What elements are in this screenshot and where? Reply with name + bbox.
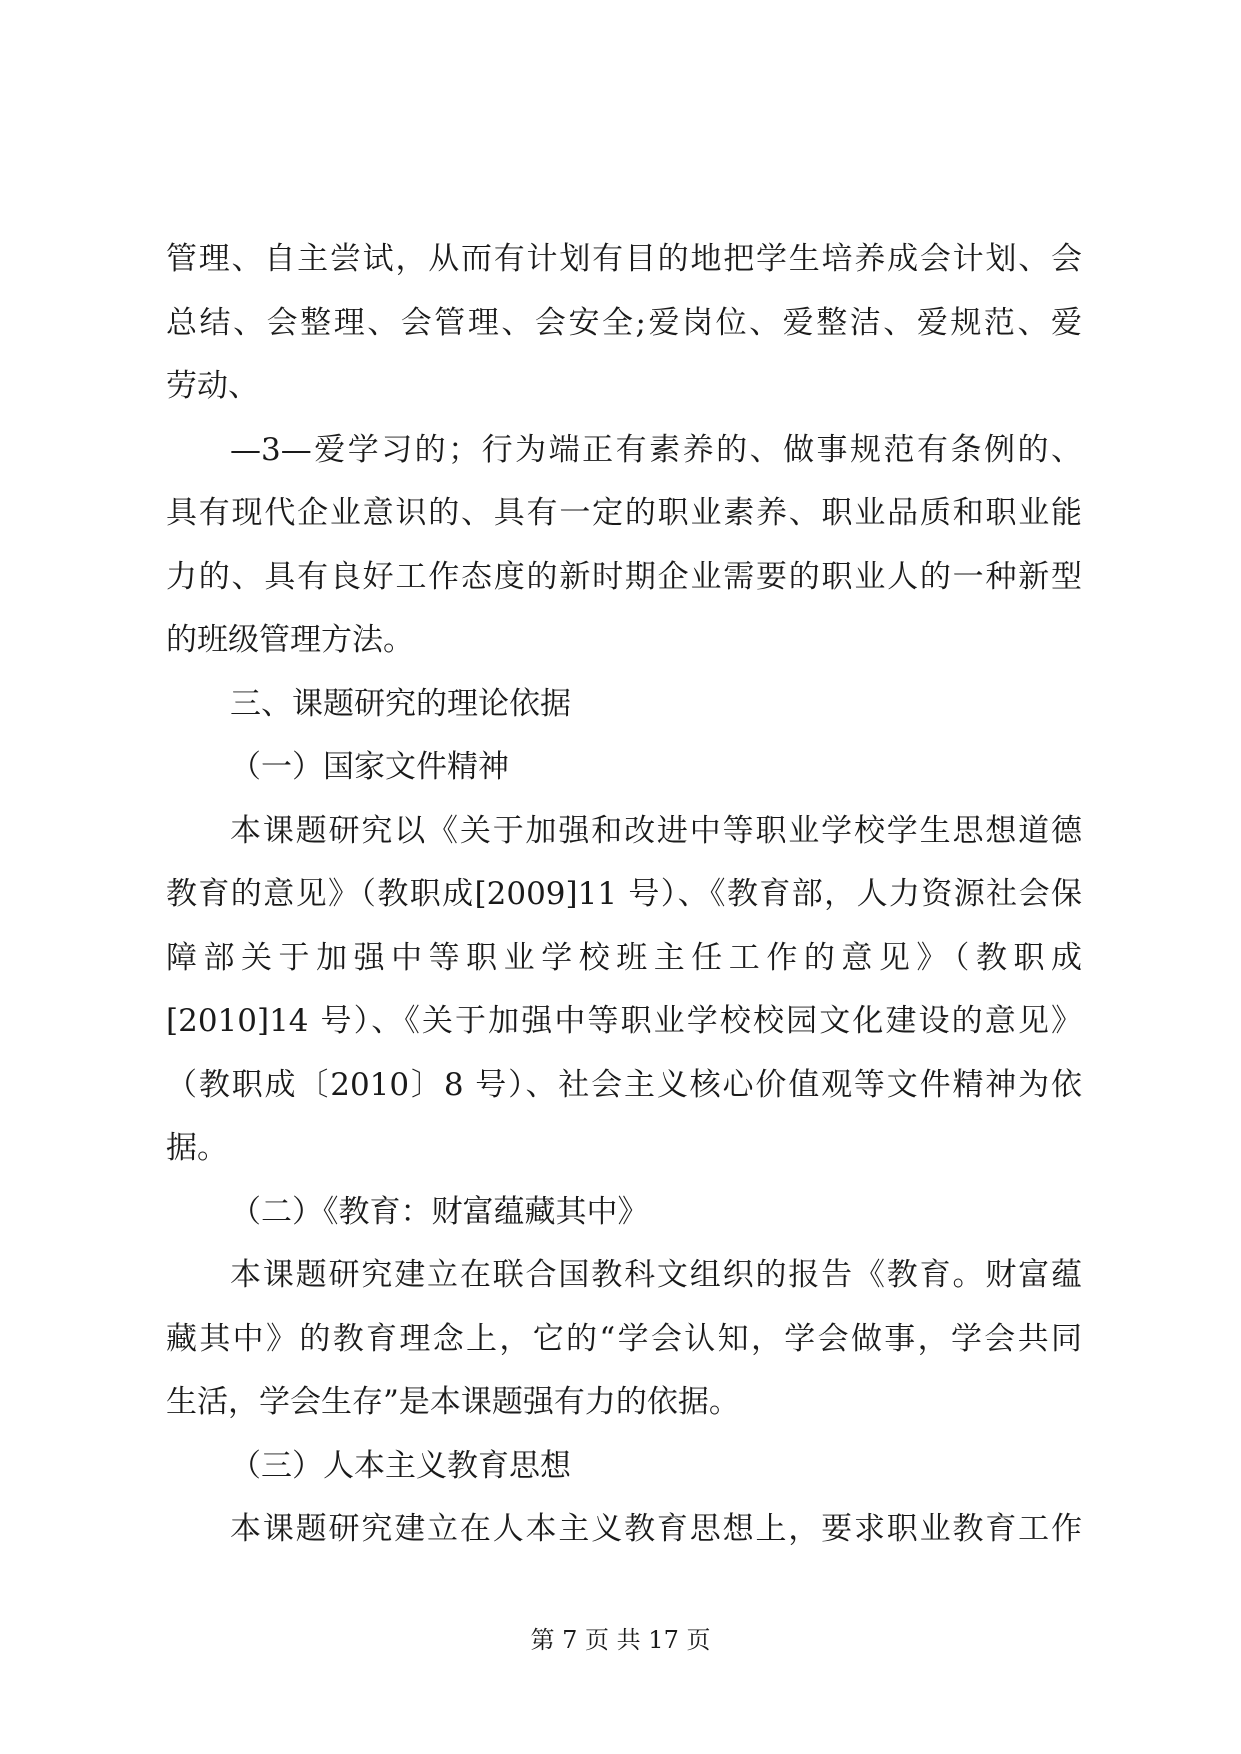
body-line: 的班级管理方法。 xyxy=(166,622,414,658)
subsection-heading: （三）人本主义教育思想 xyxy=(230,1447,571,1484)
subsection-heading: （一）国家文件精神 xyxy=(230,749,509,785)
body-line: 藏其中》的教育理念上，它的“学会认知，学会做事，学会共同 xyxy=(166,1320,1082,1357)
body-line: 生活，学会生存”是本课题强有力的依据。 xyxy=(166,1384,740,1420)
body-line: 管理、自主尝试，从而有计划有目的地把学生培养成会计划、会 xyxy=(166,241,1082,277)
body-line: 总结、会整理、会管理、会安全;爱岗位、爱整洁、爱规范、爱 xyxy=(166,304,1082,341)
body-line: —3—爱学习的；行为端正有素养的、做事规范有条例的、 xyxy=(230,431,1082,468)
document-body xyxy=(166,228,1082,1562)
body-line: （教职成〔2010〕8 号）、社会主义核心价值观等文件精神为依 xyxy=(166,1066,1082,1103)
page-number-footer: 第 7 页 共 17 页 xyxy=(530,1626,711,1654)
body-line: 本课题研究建立在人本主义教育思想上，要求职业教育工作 xyxy=(230,1511,1082,1547)
body-line: 障部关于加强中等职业学校班主任工作的意见》（教职成 xyxy=(166,939,1082,976)
body-line: 据。 xyxy=(166,1130,228,1166)
body-line: 本课题研究以《关于加强和改进中等职业学校学生思想道德 xyxy=(230,812,1082,849)
body-line: 教育的意见》（教职成[2009]11 号）、《教育部，人力资源社会保 xyxy=(166,876,1082,912)
body-line: 具有现代企业意识的、具有一定的职业素养、职业品质和职业能 xyxy=(166,495,1082,531)
body-line: 劳动、 xyxy=(166,368,259,404)
body-line: [2010]14 号）、《关于加强中等职业学校校园文化建设的意见》 xyxy=(166,1003,1082,1039)
section-heading: 三、课题研究的理论依据 xyxy=(230,685,571,722)
body-line: 本课题研究建立在联合国教科文组织的报告《教育。财富蕴 xyxy=(230,1257,1082,1293)
subsection-heading: （二）《教育：财富蕴藏其中》 xyxy=(230,1193,649,1230)
body-line: 力的、具有良好工作态度的新时期企业需要的职业人的一种新型 xyxy=(166,558,1082,595)
